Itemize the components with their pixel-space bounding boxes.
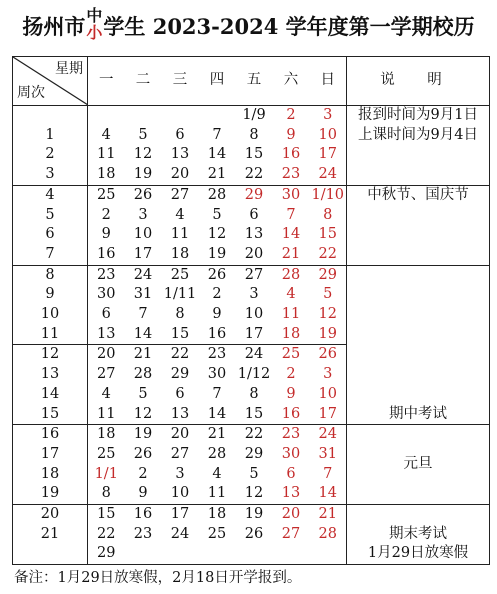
date-cell: 12 [133, 146, 153, 163]
date-cell: 17 [318, 146, 337, 163]
date-cell [236, 544, 273, 564]
date-cell: 7 [323, 465, 333, 482]
date-cell: 3 [323, 107, 333, 123]
date-cell: 29 [310, 265, 347, 285]
date-cell: 17 [318, 405, 337, 422]
date-cell: 19 [133, 166, 153, 183]
date-cell: 24 [236, 345, 273, 365]
date-cell: 26 [133, 445, 153, 462]
date-cell: 9 [138, 485, 148, 502]
date-cell: 28 [133, 366, 153, 383]
date-cell: 5 [249, 465, 259, 482]
date-cell: 29 [97, 545, 116, 562]
header-day-sun: 日 [310, 57, 347, 106]
date-cell: 29 [236, 185, 273, 205]
week-number: 1 [13, 126, 88, 146]
header-day-thu: 四 [199, 57, 236, 106]
week-number: 7 [13, 245, 88, 265]
date-cell: 10 [244, 306, 264, 323]
week-number [13, 106, 88, 126]
date-cell: 12 [133, 405, 153, 422]
note-cell [347, 185, 490, 265]
date-cell: 10 [318, 126, 337, 143]
table-row [13, 106, 490, 126]
date-cell: 21 [207, 166, 227, 183]
date-cell: 25 [97, 445, 116, 462]
date-cell: 3 [175, 465, 185, 482]
date-cell: 14 [207, 146, 227, 163]
header-notes: 说 明 [347, 57, 490, 106]
week-number: 14 [13, 385, 88, 405]
date-cell: 27 [236, 265, 273, 285]
note-line: 中秋节、国庆节 [367, 186, 469, 203]
date-cell: 4 [101, 126, 111, 143]
date-cell: 2 [212, 286, 222, 303]
date-cell: 12 [244, 485, 264, 502]
date-cell: 21 [125, 345, 162, 365]
date-cell: 9 [286, 385, 296, 402]
week-number: 5 [13, 206, 88, 226]
week-number: 17 [13, 445, 88, 465]
note-line: 1月29日放寒假 [367, 545, 469, 562]
date-cell: 13 [170, 405, 190, 422]
date-cell: 13 [281, 485, 301, 502]
date-cell: 22 [236, 425, 273, 445]
date-cell [199, 544, 236, 564]
week-number: 8 [13, 265, 88, 285]
date-cell: 19 [236, 505, 273, 525]
date-cell: 21 [310, 505, 347, 525]
date-cell: 8 [249, 385, 259, 402]
date-cell: 8 [249, 126, 259, 143]
date-cell: 3 [323, 366, 333, 383]
date-cell: 13 [244, 226, 264, 243]
date-cell: 1/10 [310, 185, 347, 205]
note-cell [347, 505, 490, 565]
date-cell: 2 [286, 107, 296, 123]
date-cell: 14 [133, 325, 153, 342]
week-number [13, 544, 88, 564]
week-number: 18 [13, 465, 88, 485]
date-cell: 9 [212, 306, 222, 323]
title-suffix: 学生 2023-2024 学年度第一学期校历 [103, 14, 475, 39]
date-cell: 23 [88, 265, 125, 285]
date-cell: 5 [212, 206, 222, 223]
date-cell: 28 [199, 185, 236, 205]
date-cell: 26 [310, 345, 347, 365]
date-cell: 31 [133, 286, 153, 303]
school-calendar-table [12, 56, 490, 565]
date-cell: 1/9 [242, 107, 266, 123]
date-cell: 5 [323, 286, 333, 303]
date-cell: 20 [170, 166, 190, 183]
date-cell: 11 [97, 146, 116, 163]
date-cell: 10 [133, 226, 153, 243]
week-number: 15 [13, 405, 88, 425]
header-day-sat: 六 [273, 57, 310, 106]
date-cell: 24 [170, 525, 190, 542]
date-cell: 14 [318, 485, 337, 502]
date-cell: 21 [281, 245, 301, 262]
date-cell: 16 [281, 405, 301, 422]
date-cell: 26 [244, 525, 264, 542]
date-cell: 4 [212, 465, 222, 482]
note-line: 元旦 [403, 455, 433, 472]
week-number: 11 [13, 325, 88, 345]
date-cell: 27 [281, 525, 301, 542]
date-cell: 16 [125, 505, 162, 525]
date-cell: 15 [244, 405, 264, 422]
date-cell: 18 [199, 505, 236, 525]
date-cell: 17 [244, 325, 264, 342]
date-cell: 8 [101, 485, 111, 502]
date-cell: 10 [318, 385, 337, 402]
header-day-wed: 三 [162, 57, 199, 106]
date-cell [125, 106, 162, 126]
date-cell: 20 [162, 425, 199, 445]
date-cell: 11 [170, 226, 190, 243]
week-number: 20 [13, 505, 88, 525]
table-row [13, 185, 490, 205]
date-cell: 20 [244, 245, 264, 262]
week-number: 3 [13, 165, 88, 185]
date-cell: 2 [286, 366, 296, 383]
week-number: 19 [13, 484, 88, 504]
date-cell: 18 [97, 166, 116, 183]
week-number: 21 [13, 525, 88, 545]
date-cell: 25 [273, 345, 310, 365]
date-cell: 12 [207, 226, 227, 243]
table-row [13, 265, 490, 285]
date-cell: 23 [273, 425, 310, 445]
date-cell: 15 [170, 325, 190, 342]
note-cell [347, 265, 490, 425]
week-number: 13 [13, 365, 88, 385]
date-cell: 15 [88, 505, 125, 525]
date-cell [273, 544, 310, 564]
date-cell: 5 [138, 385, 148, 402]
date-cell: 27 [162, 185, 199, 205]
note-line: 期末考试 [389, 525, 447, 542]
date-cell [310, 544, 347, 564]
date-cell: 15 [318, 226, 337, 243]
date-cell: 9 [286, 126, 296, 143]
date-cell: 18 [170, 245, 190, 262]
date-cell: 11 [207, 485, 227, 502]
date-cell: 9 [101, 226, 111, 243]
note-cell [347, 425, 490, 505]
date-cell: 4 [101, 385, 111, 402]
date-cell: 29 [244, 445, 264, 462]
corner-week-label: 周次 [17, 85, 45, 101]
date-cell: 8 [323, 206, 333, 223]
date-cell: 17 [162, 505, 199, 525]
date-cell: 13 [170, 146, 190, 163]
date-cell: 14 [281, 226, 301, 243]
week-number: 6 [13, 225, 88, 245]
note-cell [347, 106, 490, 186]
date-cell: 3 [249, 286, 259, 303]
date-cell [162, 544, 199, 564]
date-cell: 19 [318, 325, 337, 342]
date-cell: 2 [138, 465, 148, 482]
week-number: 2 [13, 145, 88, 165]
date-cell: 31 [318, 445, 337, 462]
header-day-mon: 一 [88, 57, 125, 106]
week-number: 4 [13, 185, 88, 205]
date-cell: 6 [175, 385, 185, 402]
date-cell: 22 [97, 525, 116, 542]
week-number: 9 [13, 285, 88, 305]
date-cell: 10 [170, 485, 190, 502]
date-cell: 2 [101, 206, 111, 223]
table-row [13, 505, 490, 525]
date-cell: 1/12 [237, 366, 271, 383]
header-row [13, 57, 490, 106]
date-cell: 6 [249, 206, 259, 223]
date-cell: 25 [207, 525, 227, 542]
date-cell: 11 [97, 405, 116, 422]
date-cell: 25 [88, 185, 125, 205]
date-cell: 27 [170, 445, 190, 462]
date-cell: 23 [281, 166, 301, 183]
title-prefix: 扬州市 [22, 14, 86, 39]
date-cell: 20 [273, 505, 310, 525]
date-cell: 18 [88, 425, 125, 445]
date-cell: 30 [273, 185, 310, 205]
date-cell: 23 [199, 345, 236, 365]
date-cell: 16 [281, 146, 301, 163]
header-day-fri: 五 [236, 57, 273, 106]
footer-remark: 备注：1月29日放寒假，2月18日开学报到。 [14, 570, 302, 586]
date-cell: 7 [212, 385, 222, 402]
date-cell: 15 [244, 146, 264, 163]
week-number: 10 [13, 305, 88, 325]
date-cell: 22 [244, 166, 264, 183]
week-number: 16 [13, 425, 88, 445]
header-corner [13, 57, 88, 106]
week-number: 12 [13, 345, 88, 365]
date-cell: 12 [318, 306, 337, 323]
table-row [13, 425, 490, 445]
title-stacked-chars [86, 7, 102, 41]
date-cell [199, 106, 236, 126]
date-cell: 27 [97, 366, 116, 383]
page-title [0, 6, 497, 46]
date-cell: 26 [125, 185, 162, 205]
date-cell: 24 [125, 265, 162, 285]
date-cell: 6 [101, 306, 111, 323]
date-cell: 28 [273, 265, 310, 285]
date-cell: 7 [212, 126, 222, 143]
date-cell: 3 [138, 206, 148, 223]
date-cell: 25 [162, 265, 199, 285]
date-cell: 1/11 [163, 286, 197, 303]
note-line: 报到时间为9月1日 [358, 107, 478, 123]
date-cell: 24 [310, 425, 347, 445]
date-cell: 4 [286, 286, 296, 303]
date-cell: 11 [281, 306, 301, 323]
date-cell: 4 [175, 206, 185, 223]
date-cell: 28 [207, 445, 227, 462]
date-cell: 23 [133, 525, 153, 542]
date-cell: 30 [97, 286, 116, 303]
title-stack-bottom: 小 [86, 23, 103, 42]
date-cell: 22 [318, 245, 337, 262]
date-cell: 1/1 [94, 465, 118, 482]
date-cell: 7 [138, 306, 148, 323]
date-cell [162, 106, 199, 126]
date-cell: 6 [175, 126, 185, 143]
date-cell: 22 [162, 345, 199, 365]
date-cell: 6 [286, 465, 296, 482]
date-cell: 14 [207, 405, 227, 422]
date-cell: 8 [175, 306, 185, 323]
date-cell [125, 544, 162, 564]
note-line: 期中考试 [389, 405, 447, 422]
date-cell: 18 [281, 325, 301, 342]
date-cell: 17 [133, 245, 153, 262]
date-cell [88, 106, 125, 126]
date-cell: 16 [207, 325, 227, 342]
date-cell: 26 [199, 265, 236, 285]
header-day-tue: 二 [125, 57, 162, 106]
date-cell: 19 [207, 245, 227, 262]
date-cell: 16 [97, 245, 116, 262]
title-stack-top: 中 [86, 6, 103, 25]
date-cell: 29 [170, 366, 190, 383]
date-cell: 30 [207, 366, 227, 383]
date-cell: 13 [97, 325, 116, 342]
date-cell: 7 [286, 206, 296, 223]
date-cell: 24 [318, 166, 337, 183]
date-cell: 20 [88, 345, 125, 365]
date-cell: 19 [125, 425, 162, 445]
date-cell: 5 [138, 126, 148, 143]
date-cell: 30 [281, 445, 301, 462]
date-cell: 21 [199, 425, 236, 445]
date-cell: 28 [318, 525, 337, 542]
note-line: 上课时间为9月4日 [358, 126, 478, 143]
corner-weekday-label: 星期 [55, 61, 83, 77]
